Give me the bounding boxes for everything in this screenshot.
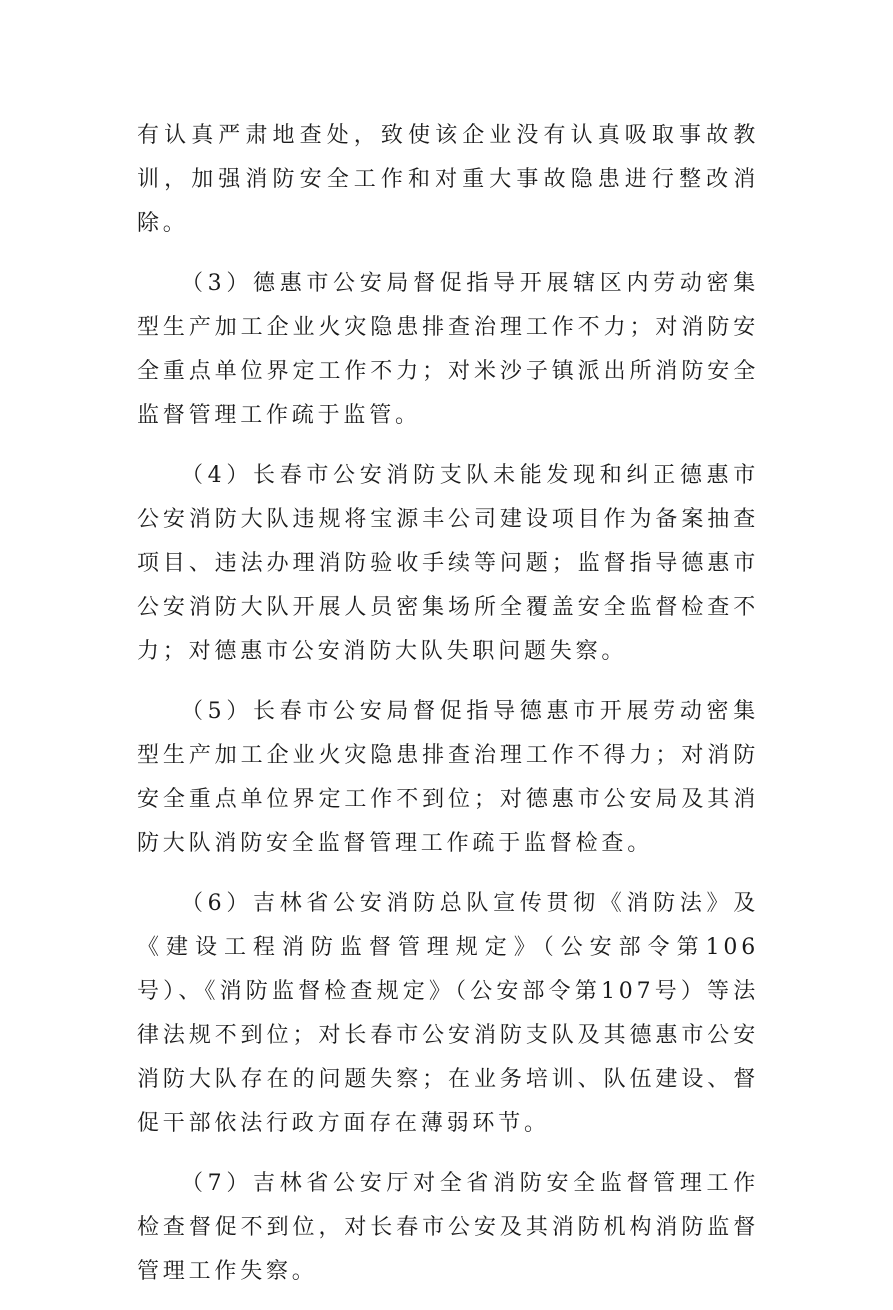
paragraph-item-6: （6）吉林省公安消防总队宣传贯彻《消防法》及《建设工程消防监督管理规定》（公安部令第106号）、《消防监督检查规定》（公安部令第107号）等法律法规不到位；对长春市公安消防支队及其德惠市公安消防大队存在的问题失察；在业务培训、队伍建设、督促干部依法行政方面存在薄弱环节。 — [137, 891, 759, 1136]
paragraph-continuation: 有认真严肃地查处，致使该企业没有认真吸取事故教训，加强消防安全工作和对重大事故隐患进行整改消除。 — [137, 123, 759, 236]
paragraph-item-4: （4）长春市公安消防支队未能发现和纠正德惠市公安消防大队违规将宝源丰公司建设项目作为备案抽查项目、违法办理消防验收手续等问题；监督指导德惠市公安消防大队开展人员密集场所全覆盖安全监督检查不力；对德惠市公安消防大队失职问题失察。 — [137, 463, 759, 664]
paragraph-item-3: （3）德惠市公安局督促指导开展辖区内劳动密集型生产加工企业火灾隐患排查治理工作不力；对消防安全重点单位界定工作不力；对米沙子镇派出所消防安全监督管理工作疏于监管。 — [137, 271, 759, 428]
paragraph-item-5: （5）长春市公安局督促指导德惠市开展劳动密集型生产加工企业火灾隐患排查治理工作不得力；对消防安全重点单位界定工作不到位；对德惠市公安局及其消防大队消防安全监督管理工作疏于监督检查。 — [137, 699, 759, 856]
document-body — [137, 114, 759, 1310]
paragraph-item-7: （7）吉林省公安厅对全省消防安全监督管理工作检查督促不到位，对长春市公安及其消防机构消防监督管理工作失察。 — [137, 1171, 759, 1284]
